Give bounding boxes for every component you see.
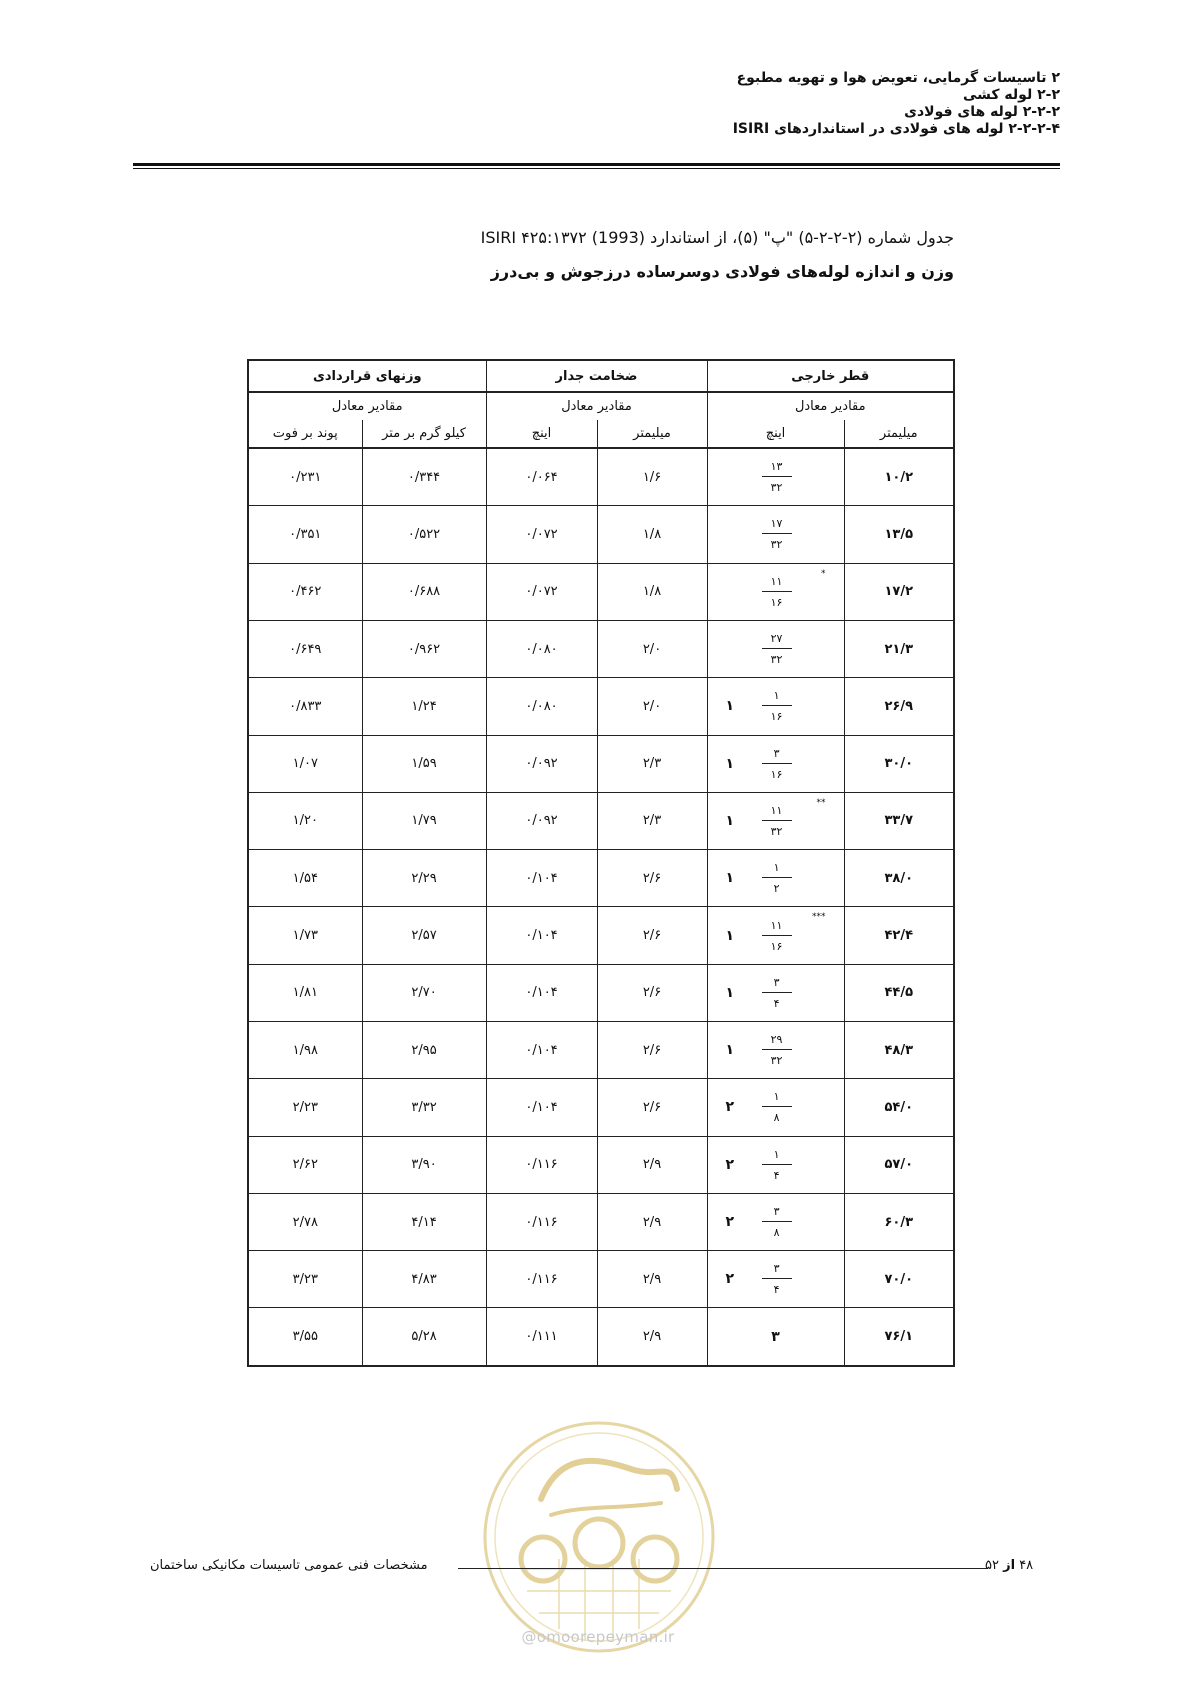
od-inch-fraction — [748, 575, 806, 609]
weight-lb-ft-cell: ۲/۲۳ — [248, 1079, 362, 1136]
od-inch-fraction — [748, 517, 806, 551]
fraction-numerator: ۱۱ — [770, 574, 783, 588]
od-inch-whole: ۲ — [725, 1156, 735, 1173]
table-caption — [300, 227, 954, 283]
weight-kg-m-cell: ۱/۵۹ — [362, 735, 486, 792]
table-row — [248, 1193, 954, 1250]
fraction-denominator: ۴ — [773, 1168, 780, 1182]
header-line-2: ۲-۲ لوله کشی — [963, 87, 1060, 103]
header-line-4: ۲-۲-۲-۴ لوله های فولادی در استانداردهای ISIRI — [732, 121, 1060, 137]
wall-inch-cell: ۰/۱۱۶ — [486, 1193, 597, 1250]
header-line-1: ۲ تاسیسات گرمایی، تعویض هوا و تهویه مطبوع — [736, 70, 1060, 86]
od-inch-fraction — [748, 689, 806, 723]
od-inch-cell — [707, 678, 844, 735]
weight-lb-ft-cell: ۰/۶۴۹ — [248, 620, 362, 677]
od-inch-fraction — [748, 976, 806, 1010]
wall-mm-cell: ۲/۶ — [597, 964, 707, 1021]
wall-mm-cell: ۲/۶ — [597, 1079, 707, 1136]
weight-kg-m-cell: ۲/۹۵ — [362, 1021, 486, 1078]
fraction-denominator: ۳۲ — [770, 1054, 783, 1068]
od-mm-cell: ۵۷/۰ — [844, 1136, 954, 1193]
od-inch-cell — [707, 506, 844, 563]
wall-inch-cell: ۰/۱۰۴ — [486, 1021, 597, 1078]
od-inch-fraction — [748, 1090, 806, 1124]
od-mm-cell: ۴۸/۳ — [844, 1021, 954, 1078]
weight-lb-ft-cell: ۱/۰۷ — [248, 735, 362, 792]
wall-inch-cell: ۰/۰۷۲ — [486, 563, 597, 620]
fraction-numerator: ۱ — [773, 689, 780, 703]
od-inch-whole: ۱ — [725, 698, 735, 715]
od-inch-fraction — [748, 861, 806, 895]
wall-inch-cell: ۰/۱۰۴ — [486, 1079, 597, 1136]
wall-inch-cell: ۰/۱۱۶ — [486, 1136, 597, 1193]
wall-inch-cell: ۰/۰۹۲ — [486, 792, 597, 849]
table-row — [248, 506, 954, 563]
header-rule-thick — [133, 163, 1060, 166]
weight-lb-ft-cell: ۰/۴۶۲ — [248, 563, 362, 620]
weight-kg-m-cell: ۴/۸۳ — [362, 1251, 486, 1308]
group-wall-thickness: ضخامت جدار — [486, 360, 707, 392]
table-row — [248, 1251, 954, 1308]
table-row — [248, 792, 954, 849]
fraction-denominator: ۸ — [773, 1226, 780, 1240]
pipe-size-table — [247, 359, 955, 1367]
table-row — [248, 563, 954, 620]
fraction-numerator: ۱۱ — [770, 803, 783, 817]
footer-rule — [458, 1568, 988, 1569]
wall-mm-cell: ۲/۶ — [597, 907, 707, 964]
footer-document-title: مشخصات فنی عمومی تاسیسات مکانیکی ساختمان — [150, 1558, 428, 1573]
wall-mm-cell: ۱/۸ — [597, 506, 707, 563]
page-total: ۵۲ — [985, 1558, 999, 1573]
fraction-numerator: ۳ — [773, 1205, 780, 1219]
table-row — [248, 678, 954, 735]
od-inch-cell — [707, 620, 844, 677]
od-inch-cell — [707, 448, 844, 506]
fraction-numerator: ۳ — [773, 1262, 780, 1276]
od-mm-cell: ۷۰/۰ — [844, 1251, 954, 1308]
fraction-numerator: ۱ — [773, 1090, 780, 1104]
header-line-3: ۲-۲-۲ لوله های فولادی — [904, 104, 1060, 120]
od-mm-cell: ۴۴/۵ — [844, 964, 954, 1021]
fraction-denominator: ۱۶ — [770, 710, 783, 724]
weight-kg-m-cell: ۱/۷۹ — [362, 792, 486, 849]
od-inch-fraction — [748, 747, 806, 781]
weight-kg-m-cell: ۲/۵۷ — [362, 907, 486, 964]
fraction-numerator: ۲۹ — [770, 1033, 783, 1047]
fraction-numerator: ۱۳ — [770, 460, 783, 474]
weight-lb-ft-cell: ۳/۵۵ — [248, 1308, 362, 1366]
wall-mm-cell: ۲/۶ — [597, 1021, 707, 1078]
fraction-denominator: ۲ — [773, 882, 780, 896]
weight-lb-ft-cell: ۲/۶۲ — [248, 1136, 362, 1193]
od-inch-cell — [707, 907, 844, 964]
wall-inch-cell: ۰/۱۰۴ — [486, 907, 597, 964]
od-inch-cell — [707, 964, 844, 1021]
footnote-marker: ** — [816, 797, 826, 808]
od-inch-whole: ۱ — [725, 1042, 735, 1059]
wall-mm-cell: ۲/۳ — [597, 735, 707, 792]
od-inch-fraction — [748, 460, 806, 494]
weight-lb-ft-cell: ۱/۷۳ — [248, 907, 362, 964]
weight-kg-m-cell: ۱/۲۴ — [362, 678, 486, 735]
od-inch-whole: ۲ — [725, 1099, 735, 1116]
caption-title: وزن و اندازه لوله‌های فولادی دوسرساده درزجوش و بی‌درز — [490, 262, 954, 281]
weight-lb-ft-cell: ۱/۲۰ — [248, 792, 362, 849]
weight-lb-ft-cell: ۰/۳۵۱ — [248, 506, 362, 563]
wall-inch-cell: ۰/۰۹۲ — [486, 735, 597, 792]
od-inch-cell — [707, 1136, 844, 1193]
od-inch-whole: ۲ — [725, 1214, 735, 1231]
wall-inch-cell: ۰/۰۸۰ — [486, 678, 597, 735]
fraction-denominator: ۴ — [773, 996, 780, 1010]
od-mm-cell: ۱۳/۵ — [844, 506, 954, 563]
weight-kg-m-cell: ۰/۹۶۲ — [362, 620, 486, 677]
wall-inch-cell: ۰/۱۰۴ — [486, 850, 597, 907]
fraction-numerator: ۳ — [773, 975, 780, 989]
wall-inch-cell: ۰/۰۸۰ — [486, 620, 597, 677]
weight-lb-ft-cell: ۱/۸۱ — [248, 964, 362, 1021]
fraction-numerator: ۱ — [773, 1147, 780, 1161]
weight-lb-ft-cell: ۱/۵۴ — [248, 850, 362, 907]
fraction-numerator: ۱۷ — [770, 517, 783, 531]
od-inch-fraction — [748, 1262, 806, 1296]
weight-kg-m-cell: ۳/۹۰ — [362, 1136, 486, 1193]
unit-lb-ft: پوند بر فوت — [248, 420, 362, 448]
wall-inch-cell: ۰/۱۱۱ — [486, 1308, 597, 1366]
omoore-peyman-seal-icon — [481, 1419, 717, 1655]
subheader-od: مقادیر معادل — [707, 392, 954, 420]
wall-inch-cell: ۰/۱۱۶ — [486, 1251, 597, 1308]
wall-inch-cell: ۰/۰۷۲ — [486, 506, 597, 563]
weight-kg-m-cell: ۴/۱۴ — [362, 1193, 486, 1250]
od-mm-cell: ۱۰/۲ — [844, 448, 954, 506]
weight-kg-m-cell: ۵/۲۸ — [362, 1308, 486, 1366]
subheader-weight: مقادیر معادل — [248, 392, 486, 420]
weight-lb-ft-cell: ۳/۲۳ — [248, 1251, 362, 1308]
table-row — [248, 1021, 954, 1078]
footnote-marker: *** — [812, 912, 826, 923]
caption-reference: جدول شماره (۲-۲-۲-۵) "پ" (۵)، از استاندارد (1993) ISIRI ۴۲۵:۱۳۷۲ — [480, 228, 954, 247]
od-inch-cell — [707, 1193, 844, 1250]
wall-mm-cell: ۲/۹ — [597, 1136, 707, 1193]
unit-wall-mm: میلیمتر — [597, 420, 707, 448]
od-inch-cell — [707, 1251, 844, 1308]
fraction-numerator: ۳ — [773, 746, 780, 760]
wall-mm-cell: ۲/۹ — [597, 1251, 707, 1308]
od-inch-cell — [707, 1079, 844, 1136]
fraction-denominator: ۳۲ — [770, 824, 783, 838]
wall-inch-cell: ۰/۰۶۴ — [486, 448, 597, 506]
unit-od-in: اینچ — [707, 420, 844, 448]
od-inch-whole: ۱ — [725, 812, 735, 829]
od-mm-cell: ۲۱/۳ — [844, 620, 954, 677]
wall-mm-cell: ۲/۶ — [597, 850, 707, 907]
table-row — [248, 907, 954, 964]
fraction-denominator: ۸ — [773, 1111, 780, 1125]
wall-mm-cell: ۱/۶ — [597, 448, 707, 506]
table-row — [248, 1136, 954, 1193]
od-inch-cell — [707, 735, 844, 792]
od-inch-cell — [707, 1308, 844, 1366]
table-row — [248, 735, 954, 792]
od-inch-fraction — [748, 919, 806, 953]
od-inch-cell — [707, 850, 844, 907]
od-inch-cell — [707, 563, 844, 620]
group-outer-diameter: قطر خارجی — [707, 360, 954, 392]
od-mm-cell: ۳۳/۷ — [844, 792, 954, 849]
od-mm-cell: ۳۰/۰ — [844, 735, 954, 792]
page-number — [985, 1558, 1033, 1573]
unit-wall-in: اینچ — [486, 420, 597, 448]
fraction-denominator: ۱۶ — [770, 939, 783, 953]
wall-mm-cell: ۲/۳ — [597, 792, 707, 849]
wall-inch-cell: ۰/۱۰۴ — [486, 964, 597, 1021]
fraction-denominator: ۳۲ — [770, 538, 783, 552]
weight-kg-m-cell: ۳/۳۲ — [362, 1079, 486, 1136]
weight-lb-ft-cell: ۱/۹۸ — [248, 1021, 362, 1078]
od-inch-fraction — [748, 1205, 806, 1239]
weight-kg-m-cell: ۲/۷۰ — [362, 964, 486, 1021]
od-inch-whole: ۳ — [771, 1328, 780, 1345]
od-inch-fraction — [748, 1033, 806, 1067]
unit-kg-m: کیلو گرم بر متر — [362, 420, 486, 448]
od-inch-cell — [707, 1021, 844, 1078]
table-row — [248, 1308, 954, 1366]
od-inch-cell — [707, 792, 844, 849]
fraction-denominator: ۳۲ — [770, 653, 783, 667]
od-inch-whole: ۱ — [725, 984, 735, 1001]
table-row — [248, 850, 954, 907]
od-mm-cell: ۳۸/۰ — [844, 850, 954, 907]
subheader-wall: مقادیر معادل — [486, 392, 707, 420]
od-inch-whole: ۱ — [725, 755, 735, 772]
table-row — [248, 1079, 954, 1136]
weight-lb-ft-cell: ۲/۷۸ — [248, 1193, 362, 1250]
wall-mm-cell: ۲/۹ — [597, 1308, 707, 1366]
group-weights: وزنهای قراردادی — [248, 360, 486, 392]
wall-mm-cell: ۲/۹ — [597, 1193, 707, 1250]
od-mm-cell: ۶۰/۳ — [844, 1193, 954, 1250]
site-watermark: @omoorepeyman.ir — [521, 1628, 675, 1646]
fraction-denominator: ۱۶ — [770, 595, 783, 609]
footnote-marker: * — [821, 568, 826, 579]
wall-mm-cell: ۲/۰ — [597, 620, 707, 677]
fraction-denominator: ۴ — [773, 1283, 780, 1297]
page-of: از — [1003, 1558, 1016, 1573]
table-row — [248, 448, 954, 506]
od-inch-fraction — [748, 1148, 806, 1182]
od-inch-whole: ۲ — [725, 1271, 735, 1288]
od-mm-cell: ۴۲/۴ — [844, 907, 954, 964]
page-header — [130, 70, 1060, 138]
od-inch-fraction — [748, 632, 806, 666]
od-inch-whole: ۱ — [725, 927, 735, 944]
weight-kg-m-cell: ۰/۳۴۴ — [362, 448, 486, 506]
fraction-denominator: ۱۶ — [770, 767, 783, 781]
header-rule-thin — [133, 168, 1060, 169]
od-inch-whole: ۱ — [725, 870, 735, 887]
wall-mm-cell: ۱/۸ — [597, 563, 707, 620]
od-mm-cell: ۷۶/۱ — [844, 1308, 954, 1366]
weight-kg-m-cell: ۲/۲۹ — [362, 850, 486, 907]
weight-kg-m-cell: ۰/۵۲۲ — [362, 506, 486, 563]
od-mm-cell: ۱۷/۲ — [844, 563, 954, 620]
od-mm-cell: ۲۶/۹ — [844, 678, 954, 735]
weight-lb-ft-cell: ۰/۲۳۱ — [248, 448, 362, 506]
od-inch-fraction — [748, 804, 806, 838]
page-current: ۴۸ — [1019, 1558, 1034, 1573]
table-body — [248, 448, 954, 1366]
fraction-numerator: ۱۱ — [770, 918, 783, 932]
weight-lb-ft-cell: ۰/۸۳۳ — [248, 678, 362, 735]
fraction-denominator: ۳۲ — [770, 481, 783, 495]
fraction-numerator: ۲۷ — [770, 632, 783, 646]
od-mm-cell: ۵۴/۰ — [844, 1079, 954, 1136]
wall-mm-cell: ۲/۰ — [597, 678, 707, 735]
table-row — [248, 964, 954, 1021]
unit-od-mm: میلیمتر — [844, 420, 954, 448]
weight-kg-m-cell: ۰/۶۸۸ — [362, 563, 486, 620]
table-row — [248, 620, 954, 677]
fraction-numerator: ۱ — [773, 861, 780, 875]
